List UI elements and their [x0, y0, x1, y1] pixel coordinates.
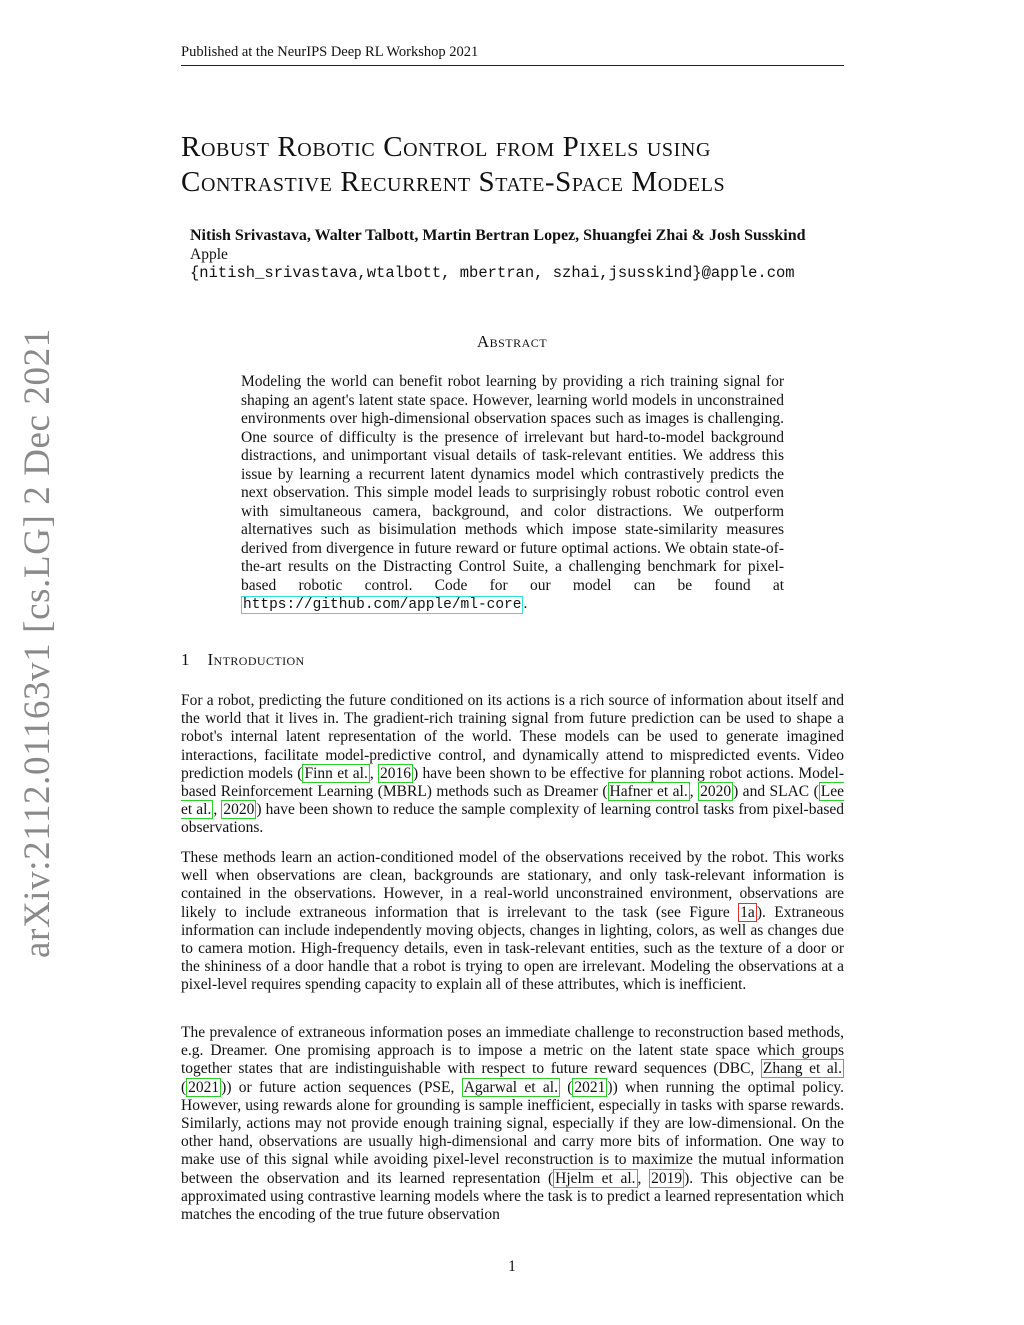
citation-link[interactable]: 2019 [651, 1169, 683, 1187]
text-run: , [689, 783, 699, 801]
venue-header: Published at the NeurIPS Deep RL Workshop 2021 [181, 44, 844, 66]
abstract-body [241, 373, 784, 615]
citation-link[interactable]: 2020 [223, 801, 255, 819]
affiliation: Apple [190, 246, 228, 263]
citation-link[interactable]: 2021 [188, 1078, 220, 1096]
text-run: ). Extraneous information can include independently moving objects, changes in lighting, colors, as well as changes due to camera motion. High-frequency details, even in task-relevant entities, such as the texture of a door or the shininess of a door handle that a robot is trying to open are irrelevant. Modeling the observations at a pixel-level requires spending capacity to explain all of these attributes, which is inefficient. [181, 903, 845, 994]
text-run: , [369, 764, 379, 782]
text-run: The prevalence of extraneous information poses an immediate challenge to reconstruction based methods, e.g. Dreamer. One promising approach is to impose a metric on the latent state space which groups together states that are indistinguishable with respect to future reward sequences (DBC, [181, 1024, 844, 1078]
citation-link[interactable]: Zhang et al. [762, 1060, 842, 1078]
section-title: Introduction [207, 650, 305, 669]
text-run: , [637, 1169, 650, 1187]
page-number: 1 [508, 1258, 516, 1275]
text-run: )) or future action sequences (PSE, [221, 1078, 462, 1096]
text-run: ( [559, 1078, 573, 1096]
citation-link[interactable]: Hafner et al. [609, 783, 688, 801]
intro-paragraph-1 [181, 692, 844, 838]
abstract-end: . [523, 595, 528, 612]
title-line-2: Contrastive Recurrent State-Space Models [181, 166, 726, 198]
text-run: , [213, 801, 222, 819]
author-list: Nitish Srivastava, Walter Talbott, Martin Bertran Lopez, Shuangfei Zhai & Josh Susskind [190, 227, 806, 244]
section-heading-introduction [181, 650, 305, 670]
text-run: ). This objective can be approximated using contrastive learning models where the task is to predict a learned representation which matches the encoding of the true future observation [181, 1169, 845, 1224]
text-run: These methods learn an action-conditioned model of the observations received by the robot. This works well when observations are clean, backgrounds are stationary, and only task-relevant information is contained in the observations. However, in a real-world unconstrained environment, observations are likely to include extraneous information that is irrelevant to the task (see Figure [181, 849, 844, 921]
intro-paragraph-3 [181, 1024, 844, 1224]
author-emails: {nitish_srivastava,wtalbott, mbertran, szhai,jsusskind}@apple.com [190, 264, 795, 282]
arxiv-sidebar-stamp: arXiv:2112.01163v1 [cs.LG] 2 Dec 2021 [17, 328, 58, 958]
citation-link[interactable]: Lee et al. [181, 783, 845, 819]
intro-paragraph-2 [181, 849, 844, 995]
section-number: 1 [181, 650, 190, 669]
text-run: )) when running the optimal policy. However, using rewards alone for grounding is sample inefficient, especially in tasks with sparse rewards. Similarly, actions may not provide enough training signal, especially if they are low-dimensional. On the other hand, observations are usually high-dimensional and carry more bits of information. One way to make use of this signal while avoiding pixel-level reconstruction is to maximize the mutual information between the observation and its learned representation ( [181, 1078, 844, 1187]
code-link[interactable]: https://github.com/apple/ml-core [243, 597, 522, 613]
figure-reference-link[interactable]: 1a [740, 903, 755, 921]
citation-link[interactable]: Hjelm et al. [555, 1169, 636, 1187]
citation-link[interactable]: 2021 [574, 1078, 606, 1096]
citation-link[interactable]: 2020 [700, 783, 732, 801]
title-line-1: Robust Robotic Control from Pixels using [181, 131, 711, 163]
abstract-text: Modeling the world can benefit robot learning by providing a rich training signal for shaping an agent's latent state space. However, learning world models in unconstrained environments over high-dimensional observation spaces such as images is challenging. One source of difficulty is the presence of irrelevant but hard-to-model background distractions, and unimportant visual details of task-relevant entities. We address this issue by learning a recurrent latent dynamics model which contrastively predicts the next observation. This simple model leads to surprisingly robust robotic control even with simultaneous camera, background, and color distractions. We outperform alternatives such as bisimulation methods which impose state-similarity measures derived from divergence in future reward or future optimal actions. We obtain state-of-the-art results on the Distracting Control Suite, a challenging benchmark for pixel-based robotic control. Code for our model can be found at [241, 373, 784, 594]
text-run: For a robot, predicting the future conditioned on its actions is a rich source of information about itself and the world that it lives in. The gradient-rich training signal from future prediction can be used to shape a robot's internal latent representation of the world. These models can be used to generate imagined interactions, facilitate model-predictive control, and dynamically attend to mispredicted events. Video prediction models ( [181, 692, 844, 782]
text-run: ) have been shown to reduce the sample complexity of learning control tasks from pixel-based observations. [181, 801, 845, 837]
text-run: ( [181, 1078, 187, 1096]
text-run: ) and SLAC ( [733, 783, 819, 801]
citation-link[interactable]: Finn et al. [304, 764, 368, 782]
abstract-heading: Abstract [476, 332, 548, 351]
paper-title [181, 130, 861, 200]
text-run: ) have been shown to be effective for planning robot actions. Model-based Reinforcement Learning (MBRL) methods such as Dreamer ( [181, 764, 844, 801]
citation-link[interactable]: 2016 [380, 764, 412, 782]
citation-link[interactable]: Agarwal et al. [463, 1078, 558, 1096]
